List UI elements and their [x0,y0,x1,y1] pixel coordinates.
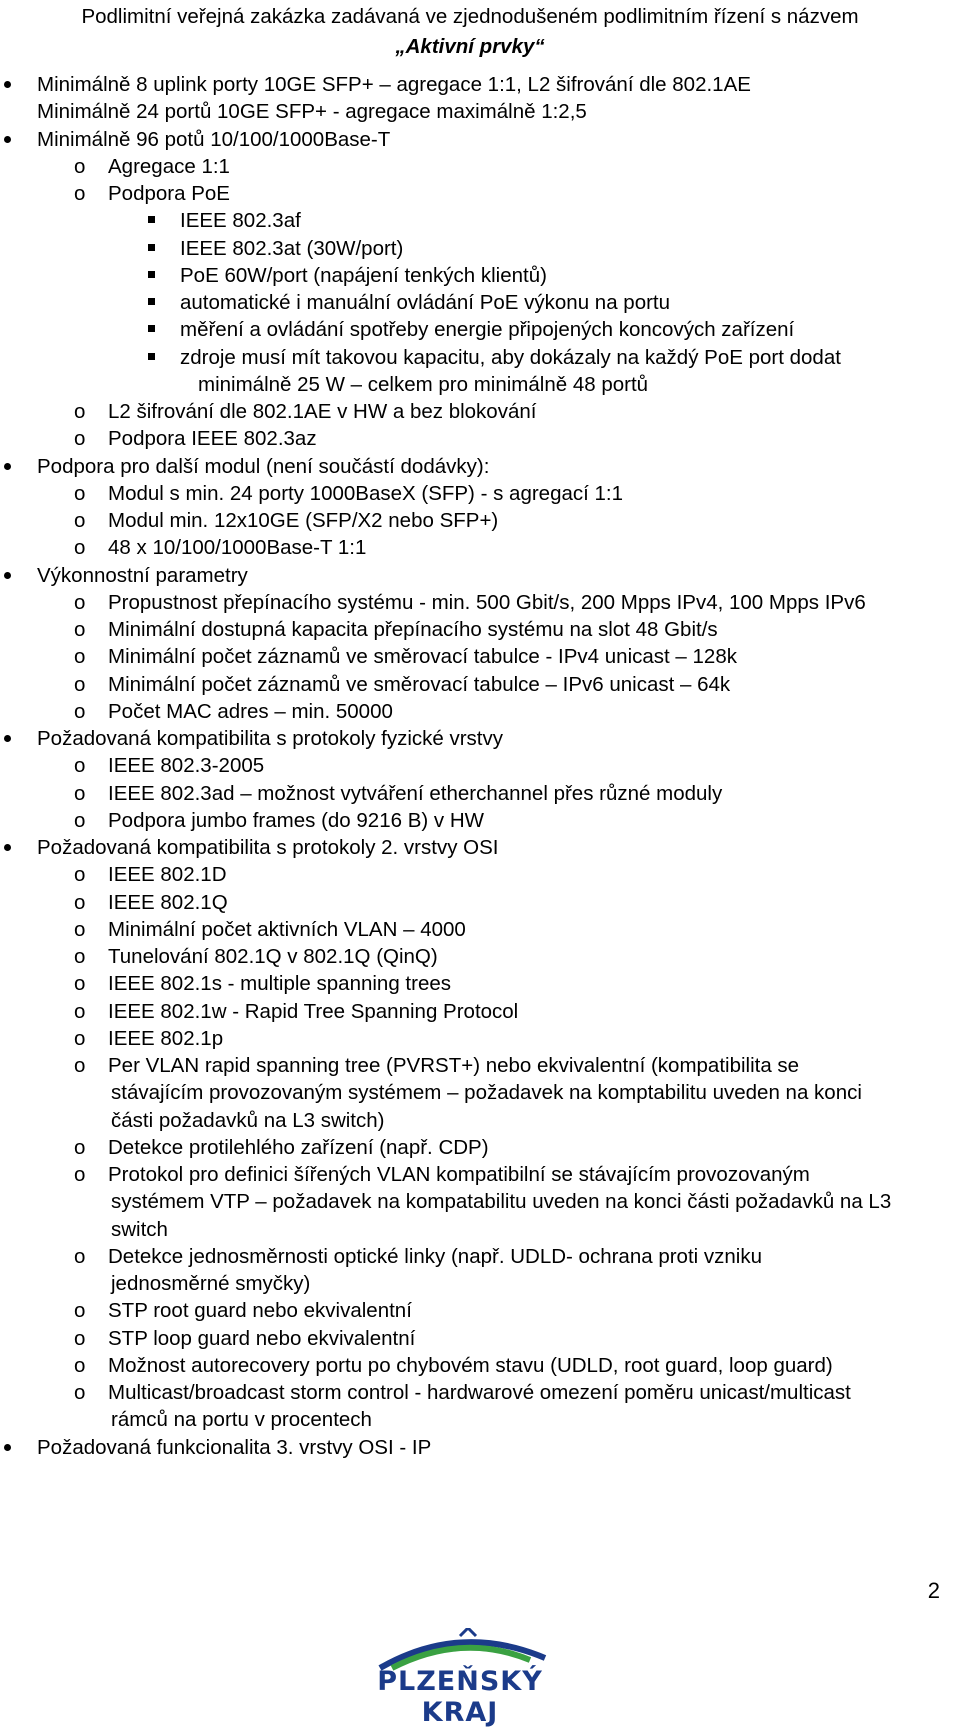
bullet-circle-icon: o [74,917,86,941]
list-item-text: IEEE 802.1p [108,1026,224,1050]
list-item-text: Protokol pro definici šířených VLAN kompatibilní se stávajícím provozovaným [108,1163,810,1186]
list-item-text: Minimálně 24 portů 10GE SFP+ - agregace maximálně 1:2,5 [37,100,587,124]
bullet-circle-icon: o [74,781,86,805]
list-item-text: měření a ovládání spotřeby energie připojených koncových zařízení [180,318,795,342]
list-item-text: IEEE 802.3at (30W/port) [180,236,404,260]
logo-text: PLZEŇSKÝ KRAJ [377,1666,543,1728]
list-item-text: Tunelování 802.1Q v 802.1Q (QinQ) [108,945,438,968]
list-item-text: Detekce protilehlého zařízení (např. CDP) [108,1135,489,1159]
list-item-text: Detekce jednosměrnosti optické linky (např. UDLD- ochrana proti vzniku [108,1244,763,1268]
bullet-dot-icon [4,572,11,579]
list-item-text: Propustnost přepínacího systému - min. 500 Gbit/s, 200 Mpps IPv4, 100 Mpps IPv6 [108,590,866,614]
bullet-dot-icon [4,1444,11,1451]
bullet-circle-icon: o [74,509,86,532]
bullet-circle-icon: o [74,182,86,205]
bullet-circle-icon: o [74,400,86,423]
list-item-text: zdroje musí mít takovou kapacitu, aby dokázaly na každý PoE port dodat [180,345,841,369]
list-item-text: Podpora IEEE 802.3az [108,427,317,451]
bullet-circle-icon: o [74,1353,86,1377]
list-item-text: Minimální počet aktivních VLAN – 4000 [108,917,466,941]
bullet-circle-icon: o [74,1381,86,1404]
list-item-text: Minimální počet záznamů ve směrovací tabulce - IPv4 unicast – 128k [108,645,737,669]
list-item-text: minimálně 25 W – celkem pro minimálně 48 portů [198,372,649,396]
plzensky-kraj-logo [340,1628,580,1728]
list-item-text: IEEE 802.3ad – možnost vytváření etherchannel přes různé moduly [108,781,723,805]
bullet-circle-icon: o [74,1026,86,1050]
bullet-circle-icon: o [74,972,86,996]
list-item-text: jednosměrné smyčky) [111,1272,311,1295]
list-item-text: Modul min. 12x10GE (SFP/X2 nebo SFP+) [108,509,499,532]
list-item-text: L2 šifrování dle 802.1AE v HW a bez blokování [108,400,537,423]
list-item-text: Per VLAN rapid spanning tree (PVRST+) nebo ekvivalentní (kompatibilita se [108,1054,800,1077]
bullet-circle-icon: o [74,754,86,778]
list-item-text: části požadavků na L3 switch) [111,1108,385,1132]
bullet-dot-icon [4,463,11,470]
list-item-text: Agregace 1:1 [108,154,230,178]
bullet-circle-icon: o [74,1326,86,1350]
list-item-text: IEEE 802.1Q [108,890,228,914]
bullet-dot-icon [4,136,11,143]
list-item-text: Možnost autorecovery portu po chybovém stavu (UDLD, root guard, loop guard) [108,1353,833,1377]
bullet-circle-icon: o [74,154,86,178]
header-subtitle: Podlimitní veřejná zakázka zadávaná ve zjednodušeném podlimitním řízení s názvem [81,5,859,28]
list-item-text: Minimálně 8 uplink porty 10GE SFP+ – agregace 1:1, L2 šifrování dle 802.1AE [37,73,751,96]
bullet-dot-icon [4,844,11,851]
bullet-dot-icon [4,735,11,742]
bullet-square-icon [148,271,155,278]
list-item-text: automatické i manuální ovládání PoE výkonu na portu [180,291,671,314]
list-item-text: switch [111,1217,168,1241]
bullet-circle-icon: o [74,890,86,914]
list-item-text: 48 x 10/100/1000Base-T 1:1 [108,536,367,560]
bullet-circle-icon: o [74,863,86,887]
list-item-text: Podpora jumbo frames (do 9216 B) v HW [108,808,484,832]
bullet-circle-icon: o [74,699,86,723]
bullet-circle-icon: o [74,536,86,560]
bullet-circle-icon: o [74,999,86,1023]
bullet-circle-icon: o [74,672,86,696]
bullet-circle-icon: o [74,1299,86,1323]
bullet-square-icon [148,298,155,305]
bullet-square-icon [148,244,155,251]
document-header [0,2,940,62]
list-item-text: Požadovaná funkcionalita 3. vrstvy OSI - IP [37,1435,432,1459]
bullet-square-icon [148,325,155,332]
header-title: „Aktivní prvky“ [395,35,545,58]
bullet-circle-icon: o [74,945,86,968]
list-item-text: rámců na portu v procentech [111,1408,372,1432]
list-item-text: Multicast/broadcast storm control - hardwarové omezení poměru unicast/multicast [108,1381,851,1404]
bullet-circle-icon: o [74,590,86,614]
bullet-dot-icon [4,81,11,88]
list-item-text: systémem VTP – požadavek na kompatabilitu uveden na konci části požadavků na L3 [111,1190,892,1214]
list-item-text: stávajícím provozovaným systémem – požadavek na komptabilitu uveden na konci [111,1081,862,1105]
list-item-text: Minimální počet záznamů ve směrovací tabulce – IPv6 unicast – 64k [108,672,731,696]
page-number: 2 [927,1578,940,1603]
bullet-circle-icon: o [74,1163,86,1186]
bullet-circle-icon: o [74,481,86,505]
list-item-text: Výkonnostní parametry [37,563,248,587]
list-item-text: STP loop guard nebo ekvivalentní [108,1326,416,1350]
bullet-circle-icon: o [74,1244,86,1268]
list-item-text: IEEE 802.1D [108,863,227,887]
list-item-text: Modul s min. 24 porty 1000BaseX (SFP) - s agregací 1:1 [108,481,624,505]
list-item-text: IEEE 802.1s - multiple spanning trees [108,972,451,996]
list-item-text: Minimálně 96 potů 10/100/1000Base-T [37,127,391,151]
list-item-text: PoE 60W/port (napájení tenkých klientů) [180,263,547,287]
list-item-text: IEEE 802.3-2005 [108,754,265,778]
list-item-text: Počet MAC adres – min. 50000 [108,699,393,723]
bullet-circle-icon: o [74,427,86,451]
list-item-text: Požadovaná kompatibilita s protokoly 2. vrstvy OSI [37,836,499,859]
list-item-text: IEEE 802.3af [180,209,301,233]
list-item-text: Minimální dostupná kapacita přepínacího systému na slot 48 Gbit/s [108,618,718,641]
list-item-text: Podpora PoE [108,182,230,205]
bullet-square-icon [148,353,155,360]
bullet-circle-icon: o [74,645,86,669]
bullet-circle-icon: o [74,1054,86,1077]
list-item-text: Požadovaná kompatibilita s protokoly fyzické vrstvy [37,727,504,750]
bullet-circle-icon: o [74,808,86,832]
list-item-text: IEEE 802.1w - Rapid Tree Spanning Protocol [108,999,519,1023]
bullet-square-icon [148,216,155,223]
bullet-circle-icon: o [74,618,86,641]
list-item-text: STP root guard nebo ekvivalentní [108,1299,412,1323]
list-item-text: Podpora pro další modul (není součástí dodávky): [37,454,490,478]
bullet-circle-icon: o [74,1135,86,1159]
